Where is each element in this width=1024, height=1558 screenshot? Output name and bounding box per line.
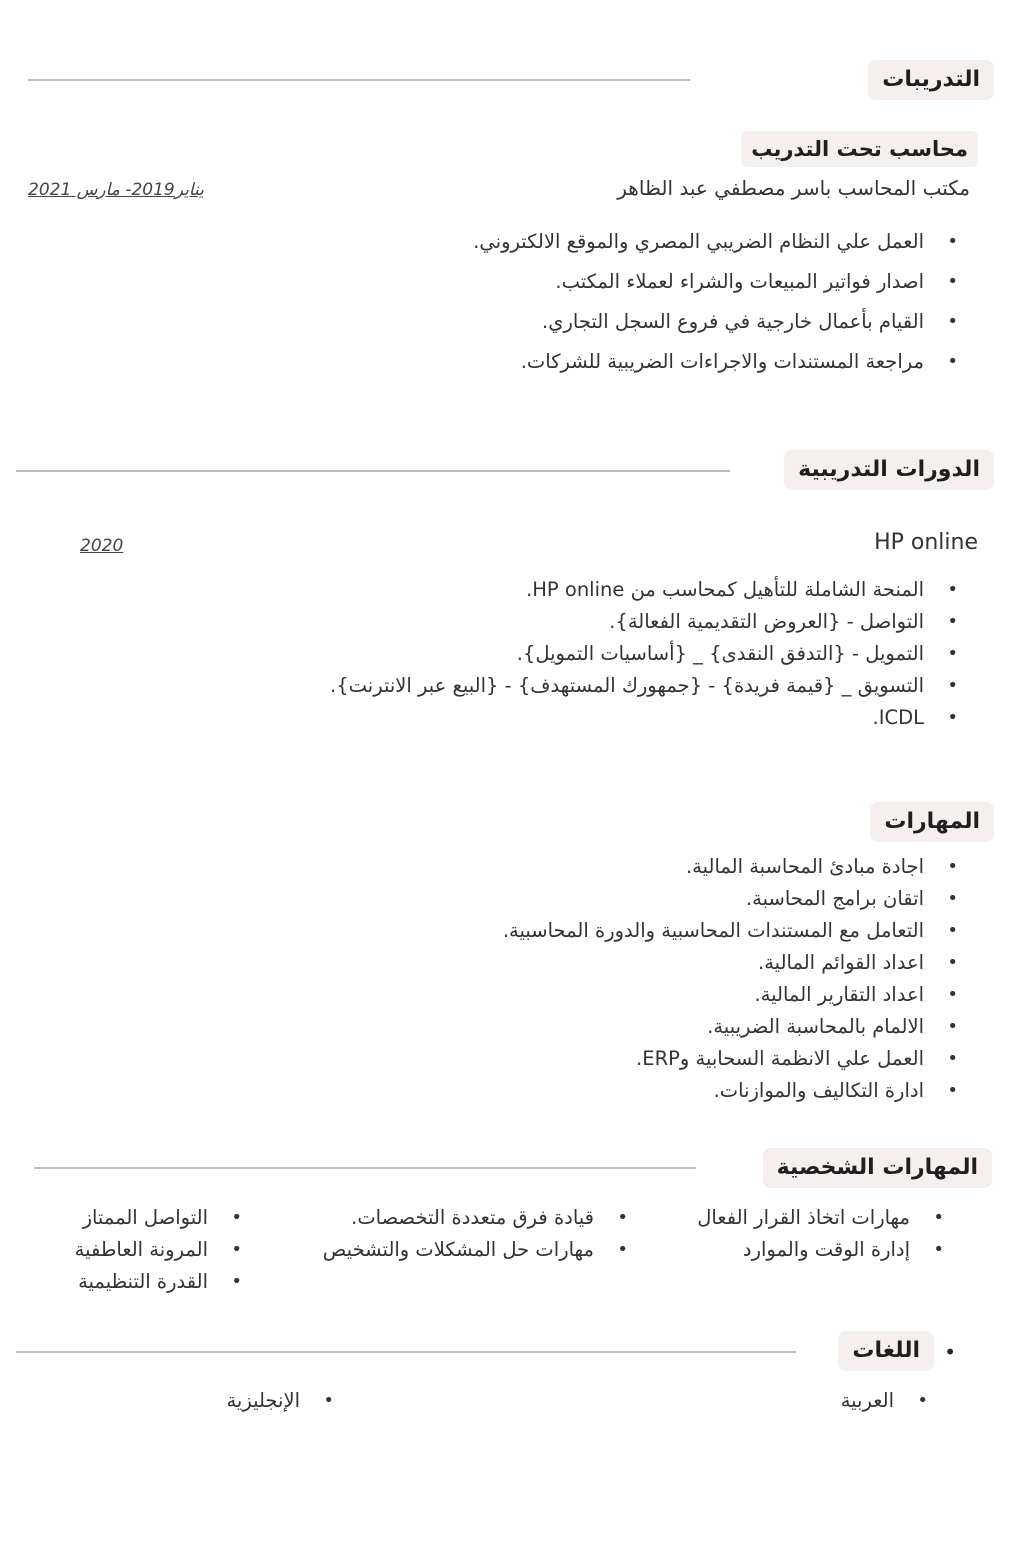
list-item: • قيادة فرق متعددة التخصصات. bbox=[323, 1202, 628, 1234]
list-item: • القيام بأعمال خارجية في فروع السجل التجاري. bbox=[473, 302, 958, 342]
job-title: محاسب تحت التدريب bbox=[741, 131, 978, 167]
bullet: • bbox=[944, 1340, 956, 1364]
personal-skills-col-2 bbox=[323, 1202, 628, 1266]
list-item: • التمويل - {التدفق النقدى} _ {أساسيات التمويل}. bbox=[330, 638, 958, 670]
list-item: • اتقان برامج المحاسبة. bbox=[503, 883, 958, 915]
skills-list bbox=[503, 851, 958, 1107]
training-duties-list bbox=[473, 222, 958, 382]
list-item: • اعداد التقارير المالية. bbox=[503, 979, 958, 1011]
list-item: • اعداد القوائم المالية. bbox=[503, 947, 958, 979]
list-item: • العربية bbox=[841, 1385, 928, 1417]
list-item: • ICDL. bbox=[330, 702, 958, 734]
job-date: يناير2019- مارس 2021 bbox=[28, 180, 204, 200]
list-item: • مراجعة المستندات والاجراءات الضريبية للشركات. bbox=[473, 342, 958, 382]
languages-col-1 bbox=[841, 1385, 928, 1417]
section-title-personal-skills: المهارات الشخصية bbox=[763, 1148, 992, 1188]
list-item: • الإنجليزية bbox=[226, 1385, 334, 1417]
list-item: • العمل علي النظام الضريبي المصري والموقع الالكتروني. bbox=[473, 222, 958, 262]
list-item: • التواصل - {العروض التقديمية الفعالة}. bbox=[330, 606, 958, 638]
section-title-trainings: التدريبات bbox=[868, 60, 994, 100]
divider bbox=[16, 470, 730, 472]
list-item: • المرونة العاطفية bbox=[75, 1234, 242, 1266]
divider bbox=[16, 1351, 796, 1353]
list-item: • التواصل الممتاز bbox=[75, 1202, 242, 1234]
section-title-skills: المهارات bbox=[870, 802, 994, 842]
list-item: • التعامل مع المستندات المحاسبية والدورة المحاسبية. bbox=[503, 915, 958, 947]
languages-col-2 bbox=[226, 1385, 334, 1417]
personal-skills-col-1 bbox=[697, 1202, 944, 1266]
section-title-courses: الدورات التدريبية bbox=[784, 450, 994, 490]
list-item: • القدرة التنظيمية bbox=[75, 1266, 242, 1298]
divider bbox=[28, 79, 690, 81]
list-item: • ادارة التكاليف والموازنات. bbox=[503, 1075, 958, 1107]
list-item: • مهارات حل المشكلات والتشخيص bbox=[323, 1234, 628, 1266]
list-item: • الالمام بالمحاسبة الضريبية. bbox=[503, 1011, 958, 1043]
courses-list bbox=[330, 574, 958, 734]
list-item: • اجادة مبادئ المحاسبة المالية. bbox=[503, 851, 958, 883]
list-item: • العمل علي الانظمة السحابية وERP. bbox=[503, 1043, 958, 1075]
list-item: • التسويق _ {قيمة فريدة} - {جمهورك المستهدف} - {البيع عبر الانترنت}. bbox=[330, 670, 958, 702]
section-title-languages: اللغات bbox=[838, 1331, 934, 1371]
list-item: • مهارات اتخاذ القرار الفعال bbox=[697, 1202, 944, 1234]
list-item: • اصدار فواتير المبيعات والشراء لعملاء المكتب. bbox=[473, 262, 958, 302]
employer-name: مكتب المحاسب باسر مصطفي عبد الظاهر bbox=[617, 176, 970, 200]
list-item: • إدارة الوقت والموارد bbox=[697, 1234, 944, 1266]
personal-skills-col-3 bbox=[75, 1202, 242, 1298]
course-date: 2020 bbox=[80, 536, 124, 556]
course-provider: HP online bbox=[874, 530, 978, 555]
divider bbox=[34, 1167, 696, 1169]
list-item: • المنحة الشاملة للتأهيل كمحاسب من HP online. bbox=[330, 574, 958, 606]
